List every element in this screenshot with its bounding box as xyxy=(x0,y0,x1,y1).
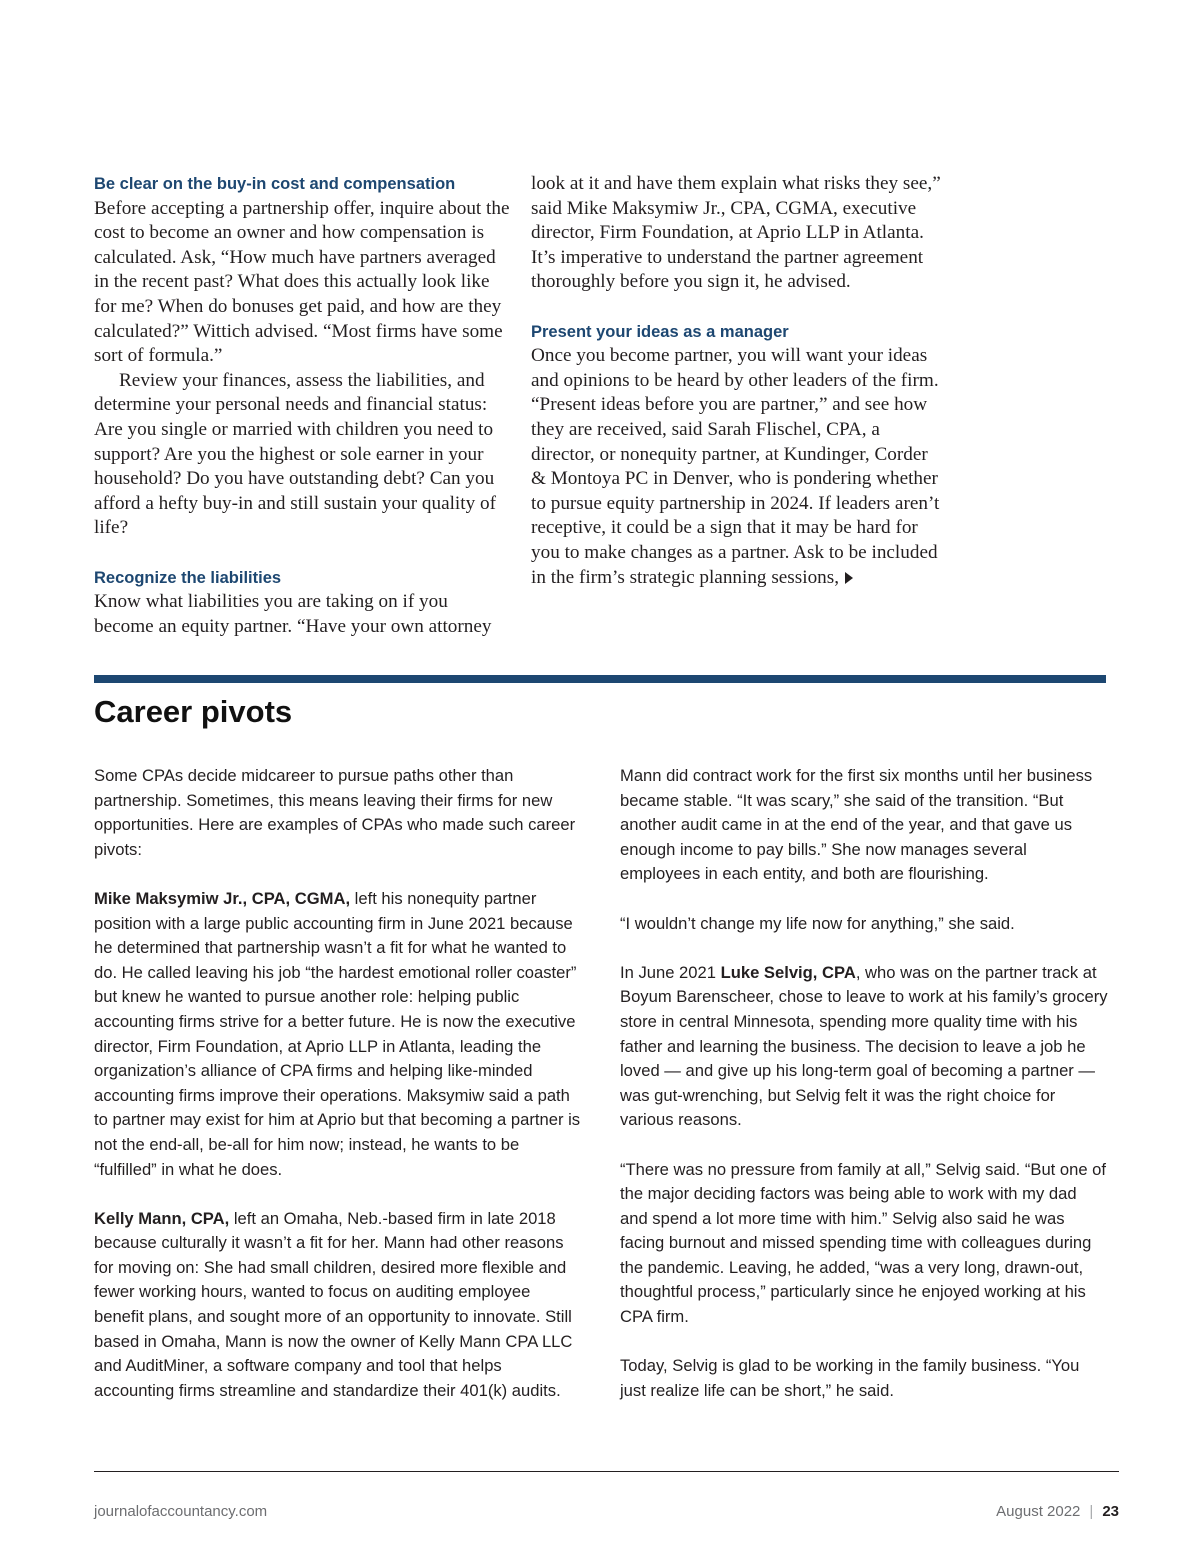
spacer xyxy=(94,1182,582,1207)
name-luke: Luke Selvig, CPA xyxy=(720,962,856,982)
footer-divider xyxy=(94,1471,1119,1472)
footer-site: journalofaccountancy.com xyxy=(94,1503,268,1520)
spacer xyxy=(94,541,510,566)
top-column-right xyxy=(531,172,944,590)
footer-page-info xyxy=(996,1502,1119,1522)
subhead-liabilities: Recognize the liabilities xyxy=(94,568,282,587)
footer-separator: | xyxy=(1089,1503,1094,1520)
subhead-ideas: Present your ideas as a manager xyxy=(531,322,789,341)
paragraph-selvig-today: Today, Selvig is glad to be working in the family business. “You just realize life can be short,” he said. xyxy=(620,1356,1080,1400)
section-divider xyxy=(94,675,1106,683)
subhead-buy-in: Be clear on the buy-in cost and compensation xyxy=(94,175,456,193)
paragraph-ideas-text: Once you become partner, you will want your ideas and opinions to be heard by other leaders of the firm. “Present ideas before you are partner,” and see how they are received, said Sarah Flischel, CPA, a director, or nonequity partner, at Kundinger, Corder & Montoya PC in Denver, who is pondering whether to pursue equity partnership in 2024. If leaders aren’t receptive, it could be a sign that it may be hard for you to make changes as a partner. Ask to be included in the firm’s strategic planning sessions, xyxy=(531,345,940,588)
paragraph-intro: Some CPAs decide midcareer to pursue paths other than partnership. Sometimes, this means leaving their firms for new opportunities. Here are examples of CPAs who made such career pivots: xyxy=(94,766,576,859)
paragraph-luke xyxy=(620,961,1108,1133)
paragraph-liabilities: Know what liabilities you are taking on if you become an equity partner. “Have your own attorney xyxy=(94,591,492,637)
spacer xyxy=(531,295,944,320)
name-mike: Mike Maksymiw Jr., CPA, CGMA, xyxy=(94,888,351,908)
spacer xyxy=(620,1133,1108,1158)
career-column-left xyxy=(94,764,582,1403)
paragraph-mann-quote: “I wouldn’t change my life now for anything,” she said. xyxy=(620,913,1015,933)
paragraph-mike xyxy=(94,887,582,1182)
text-kelly: left an Omaha, Neb.-based firm in late 2018 because culturally it wasn’t a fit for her. Mann had other reasons for moving on: She had small children, desired more flexible and fewer working hours, wanted to focus on auditing employee benefit plans, and sought more of an opportunity to innovate. Still based in Omaha, Mann is now the owner of Kelly Mann CPA LLC and AuditMiner, a software company and tool that helps accounting firms streamline and standardize their 401(k) audits. xyxy=(94,1208,573,1400)
paragraph-selvig-quote: “There was no pressure from family at all,” Selvig said. “But one of the major deciding factors was being able to work with my dad and spend a lot more time with him.” Selvig also said he was facing burnout and missed spending time with colleagues during the pandemic. Leaving, he added, “was a very long, drawn-out, thoughtful process,” particularly since he enjoyed working at his CPA firm. xyxy=(620,1159,1107,1327)
section-title: Career pivots xyxy=(94,694,293,729)
paragraph-attorney: look at it and have them explain what risks they see,” said Mike Maksymiw Jr., CPA, CGMA, executive director, Firm Foundation, at Aprio LLP in Atlanta. It’s imperative to understand the partner agreement thoroughly before you sign it, he advised. xyxy=(531,173,941,293)
text-luke-pre: In June 2021 xyxy=(620,962,721,982)
top-column-left xyxy=(94,172,510,639)
spacer xyxy=(94,862,582,887)
paragraph-mann-contract: Mann did contract work for the first six months until her business became stable. “It was scary,” she said of the transition. “But another audit came in at the end of the year, and that gave us enough income to pay bills.” She now manages several employees in each entity, and both are flourishing. xyxy=(620,766,1093,884)
paragraph-ideas xyxy=(531,344,944,590)
text-mike: left his nonequity partner position with a large public accounting firm in June 2021 because he determined that partnership wasn’t a fit for what he wanted to do. He called leaving his job “the hardest emotional roller coaster” but knew he wanted to pursue another role: helping public accounting firms strive for a better future. He is now the executive director, Firm Foundation, at Aprio LLP in Atlanta, leading the organization’s alliance of CPA firms and helping like-minded accounting firms improve their operations. Maksymiw said a path to partner may exist for him at Aprio but that becoming a partner is not the end-all, be-all for him now; instead, he wants to be “fulfilled” in what he does. xyxy=(94,888,581,1179)
text-luke: , who was on the partner track at Boyum Barenscheer, chose to leave to work at his family’s grocery store in central Minnesota, spending more quality time with his father and learning the business. The decision to leave a job he loved — and give up his long-term goal of becoming a partner — was gut-wrenching, but Selvig felt it was the right choice for various reasons. xyxy=(620,962,1108,1130)
paragraph-finances: Review your finances, assess the liabilities, and determine your personal needs and financial status: Are you single or married with children you need to support? Are you the highest or sole earner in your household? Do you have outstanding debt? Can you afford a hefty buy-in and still sustain your quality of life? xyxy=(94,369,496,539)
spacer xyxy=(620,936,1108,961)
paragraph-buy-in: Before accepting a partnership offer, inquire about the cost to become an owner and how compensation is calculated. Ask, “How much have partners averaged in the recent past? What does this actually look like for me? When do bonuses get paid, and how are they calculated?” Wittich advised. “Most firms have some sort of formula.” xyxy=(94,197,510,367)
spacer xyxy=(620,887,1108,912)
spacer xyxy=(620,1330,1108,1355)
page-number: 23 xyxy=(1102,1503,1119,1520)
footer-date: August 2022 xyxy=(996,1503,1081,1520)
name-kelly: Kelly Mann, CPA, xyxy=(94,1208,230,1228)
paragraph-kelly xyxy=(94,1207,582,1404)
career-column-right xyxy=(620,764,1108,1403)
continue-arrow-icon xyxy=(845,572,853,584)
